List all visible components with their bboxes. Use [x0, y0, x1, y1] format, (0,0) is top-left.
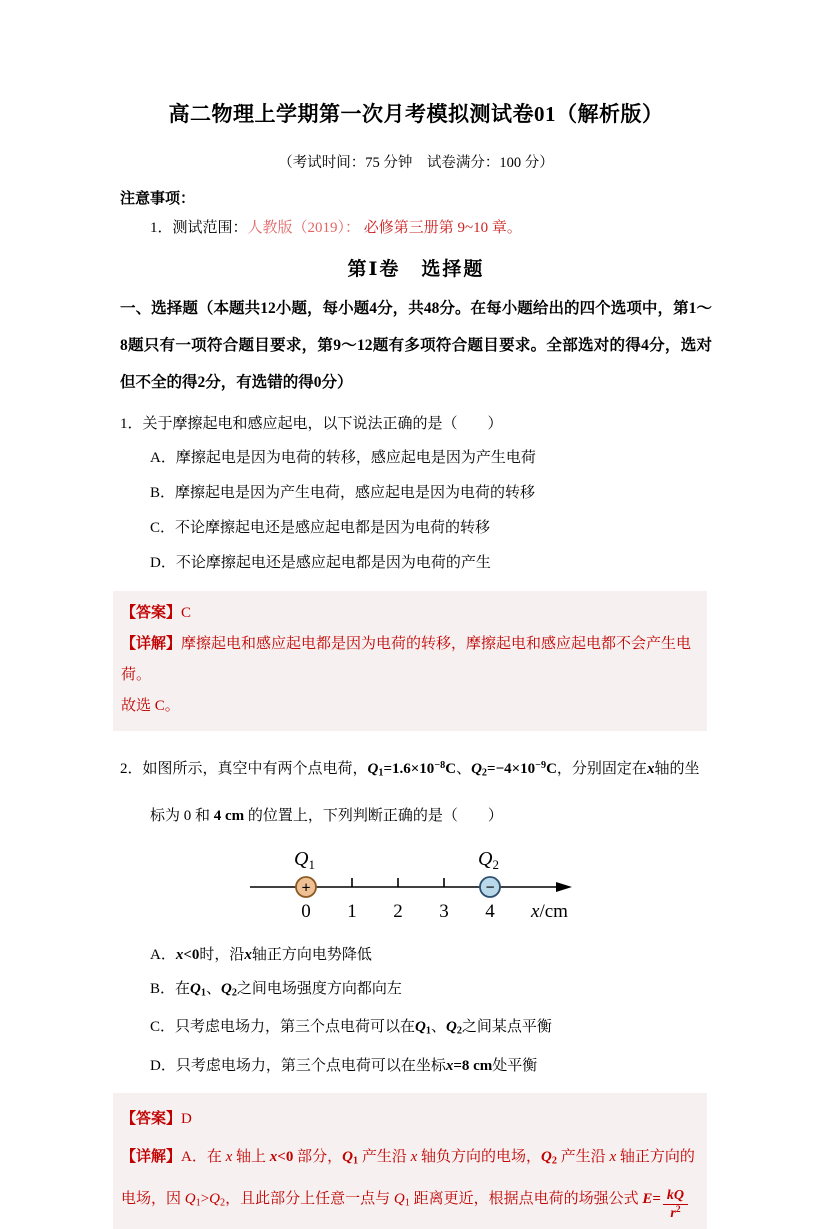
explain-label: 【详解】	[121, 636, 182, 652]
number-line-figure	[248, 841, 712, 932]
charge1-label: $Q_1$	[294, 847, 315, 872]
page-title: 高二物理上学期第一次月考模拟测试卷01（解析版）	[168, 102, 664, 126]
note-scope: 必修第三册第 9~10 章。	[363, 220, 522, 236]
charge2-label: $Q_2$	[478, 847, 499, 872]
question-1-stem: 1．关于摩擦起电和感应起电，以下说法正确的是（ ）	[120, 416, 503, 432]
q2-option-a: A．x<0时，沿x轴正方向电势降低	[150, 946, 372, 963]
note-prefix: 1．测试范围：	[150, 220, 248, 236]
axis-arrow-icon	[556, 882, 572, 892]
section-title: 第Ⅰ卷 选择题	[347, 259, 485, 280]
field-strength-formula	[642, 1187, 688, 1221]
q1-explain	[121, 629, 697, 691]
q1-option-a: A．摩擦起电是因为电荷的转移，感应起电是因为产生电荷	[150, 450, 536, 466]
exam-info: （考试时间：75 分钟 试卷满分：100 分）	[278, 155, 554, 171]
tick-label-1: 1	[347, 900, 357, 922]
axis-unit-label: x/cm	[531, 900, 568, 922]
q2-option-d: D．只考虑电场力，第三个点电荷可以在坐标x=8 cm处平衡	[150, 1057, 538, 1074]
q2-option-c: C．只考虑电场力，第三个点电荷可以在Q1、Q2之间某点平衡	[150, 1019, 552, 1037]
tick-label-0: 0	[301, 900, 311, 922]
formula-fraction	[663, 1188, 688, 1222]
tick-label-4: 4	[485, 900, 495, 922]
note-edition: 人教版（2019）：	[247, 220, 364, 236]
q2-answer-value: D	[181, 1110, 192, 1127]
question-1-options	[120, 441, 712, 581]
q1-option-c: C．不论摩擦起电还是感应起电都是因为电荷的转移	[150, 520, 491, 536]
fraction-numerator: kQ	[663, 1188, 688, 1205]
section-instructions: 一、选择题（本题共12小题，每小题4分，共48分。在每小题给出的四个选项中，第1～8题只有一项符合题目要求，第9～12题有多项符合题目要求。全部选对的得4分，选对但不全的得2分，有选错的得0分）	[120, 300, 712, 391]
q1-answer-block	[113, 591, 707, 731]
tick-label-3: 3	[439, 900, 449, 922]
tick-label-2: 2	[393, 900, 403, 922]
q1-conclusion: 故选 C。	[121, 698, 180, 714]
formula-lhs: E=	[642, 1191, 661, 1208]
q2-answer-block	[113, 1093, 707, 1229]
q1-option-d: D．不论摩擦起电还是感应起电都是因为电荷的产生	[150, 555, 491, 571]
q2-explain	[121, 1138, 697, 1223]
fraction-denominator: $r^2$	[670, 1205, 681, 1221]
question-2-stem: 2．如图所示，真空中有两个点电荷，$Q1=1.6\times 10^{-8}C$、$Q2=-4\times 10^{-9}C$，分别固定在x轴的坐标为 0 和 4 cm 的位置上，下列判断正确的是（ ）	[120, 760, 700, 824]
q2-answer-line	[121, 1100, 697, 1138]
number-line-svg	[248, 841, 578, 927]
notes-heading: 注意事项：	[120, 191, 196, 207]
explain-label: 【详解】	[121, 1148, 182, 1165]
q1-answer-line	[121, 598, 697, 629]
question-2-options	[120, 938, 712, 1083]
q1-answer-value: C	[181, 605, 192, 621]
answer-label: 【答案】	[121, 605, 182, 621]
q2-explain-text: A．在 x 轴上 x<0 部分，Q1 产生沿 x 轴负方向的电场，Q2 产生沿 x 轴正方向的电场，因 Q1>Q2，且此部分上任意一点与 Q1 距离更近，根据点电荷的场强公式	[121, 1148, 695, 1209]
q1-explain-text: 摩擦起电和感应起电都是因为电荷的转移，摩擦起电和感应起电都不会产生电荷。	[121, 636, 692, 683]
negative-sign: −	[485, 879, 495, 897]
note-item-scope	[120, 216, 712, 237]
q1-option-b: B．摩擦起电是因为产生电荷，感应起电是因为电荷的转移	[150, 485, 536, 501]
q2-option-b: B．在Q1、Q2之间电场强度方向都向左	[150, 980, 402, 999]
page-content	[120, 0, 712, 1229]
answer-label: 【答案】	[121, 1110, 182, 1127]
positive-sign: +	[301, 879, 311, 897]
